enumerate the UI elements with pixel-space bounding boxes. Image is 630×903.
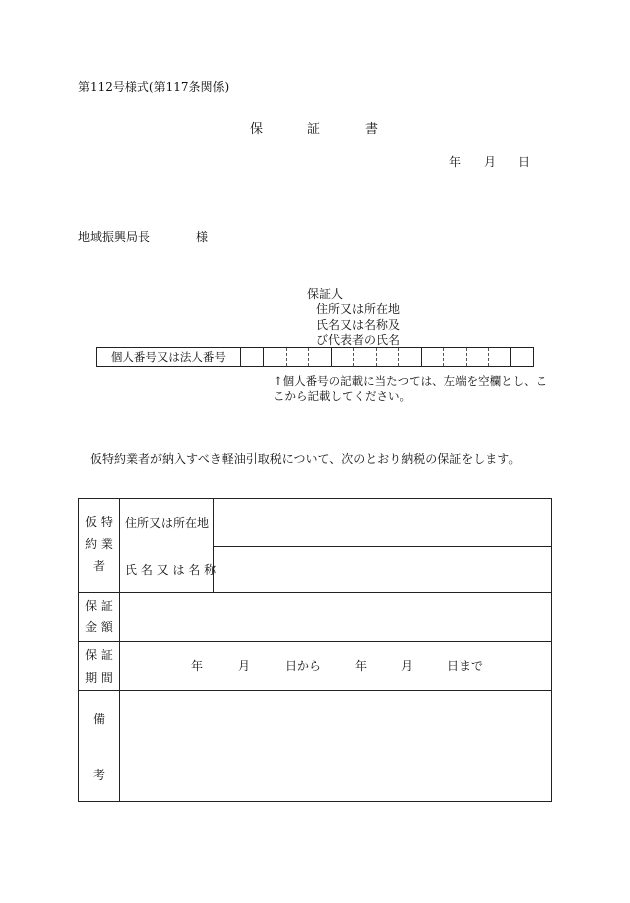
contractor-label-3: 者	[92, 559, 105, 573]
my-number-note-1: ↑個人番号の記載に当たつては、左端を空欄とし、こ	[273, 374, 548, 388]
date-year: 年	[449, 155, 462, 169]
title-char-2: 証	[307, 122, 321, 137]
my-number-digit[interactable]	[353, 348, 375, 366]
my-number-digit[interactable]	[421, 348, 443, 366]
period-to-month: 月	[401, 659, 414, 673]
my-number-digit[interactable]	[331, 348, 353, 366]
remarks-label-2: 考	[92, 768, 105, 782]
contractor-label-2: 約 業	[85, 537, 113, 551]
my-number-digit[interactable]	[510, 348, 532, 366]
contractor-label-1: 仮 特	[85, 515, 113, 529]
my-number-digit[interactable]	[398, 348, 420, 366]
period-label-2: 期 間	[85, 671, 113, 685]
guarantee-statement: 仮特約業者が納入すべき軽油引取税について、次のとおり納税の保証をします。	[90, 452, 521, 466]
addressee-honorific: 様	[196, 230, 209, 244]
guarantor-name-label-1: 氏名又は名称及	[316, 318, 401, 332]
guarantee-table	[78, 498, 552, 802]
my-number-digit[interactable]	[376, 348, 398, 366]
guarantor-address-label: 住所又は所在地	[316, 302, 401, 316]
period-label-1: 保 証	[85, 648, 113, 662]
title-char-1: 保	[250, 122, 264, 137]
my-number-digit[interactable]	[241, 348, 263, 366]
guarantee-amount-field[interactable]	[120, 593, 550, 640]
my-number-digit[interactable]	[488, 348, 510, 366]
contractor-name-label: 氏 名 又 は 名 称	[125, 563, 217, 577]
my-number-field	[96, 347, 534, 367]
guarantor-heading: 保証人	[307, 287, 344, 301]
title-char-3: 書	[365, 122, 379, 137]
amount-label-2: 金 額	[85, 620, 113, 634]
contractor-address-field[interactable]	[214, 500, 550, 545]
guarantor-name-label-2: び代表者の氏名	[316, 333, 401, 347]
remarks-field[interactable]	[120, 691, 550, 801]
period-to-day: 日まで	[447, 659, 484, 673]
my-number-digit[interactable]	[308, 348, 330, 366]
my-number-digit[interactable]	[466, 348, 488, 366]
amount-label-1: 保 証	[85, 599, 113, 613]
addressee-office: 地域振興局長	[78, 230, 151, 244]
contractor-address-label: 住所又は所在地	[125, 516, 210, 530]
my-number-note-2: こから記載してください。	[273, 389, 411, 403]
my-number-label: 個人番号又は法人番号	[97, 348, 241, 366]
my-number-digit[interactable]	[263, 348, 285, 366]
period-to-year: 年	[355, 659, 368, 673]
period-from-year: 年	[191, 659, 204, 673]
my-number-digit[interactable]	[286, 348, 308, 366]
remarks-label-1: 備	[92, 712, 105, 726]
date-day: 日	[518, 155, 531, 169]
row-divider	[79, 641, 551, 642]
my-number-digit[interactable]	[443, 348, 465, 366]
period-from-month: 月	[238, 659, 251, 673]
date-month: 月	[484, 155, 497, 169]
form-number: 第112号様式(第117条関係)	[78, 80, 230, 94]
period-from-day: 日から	[285, 659, 322, 673]
contractor-name-field[interactable]	[214, 547, 550, 591]
